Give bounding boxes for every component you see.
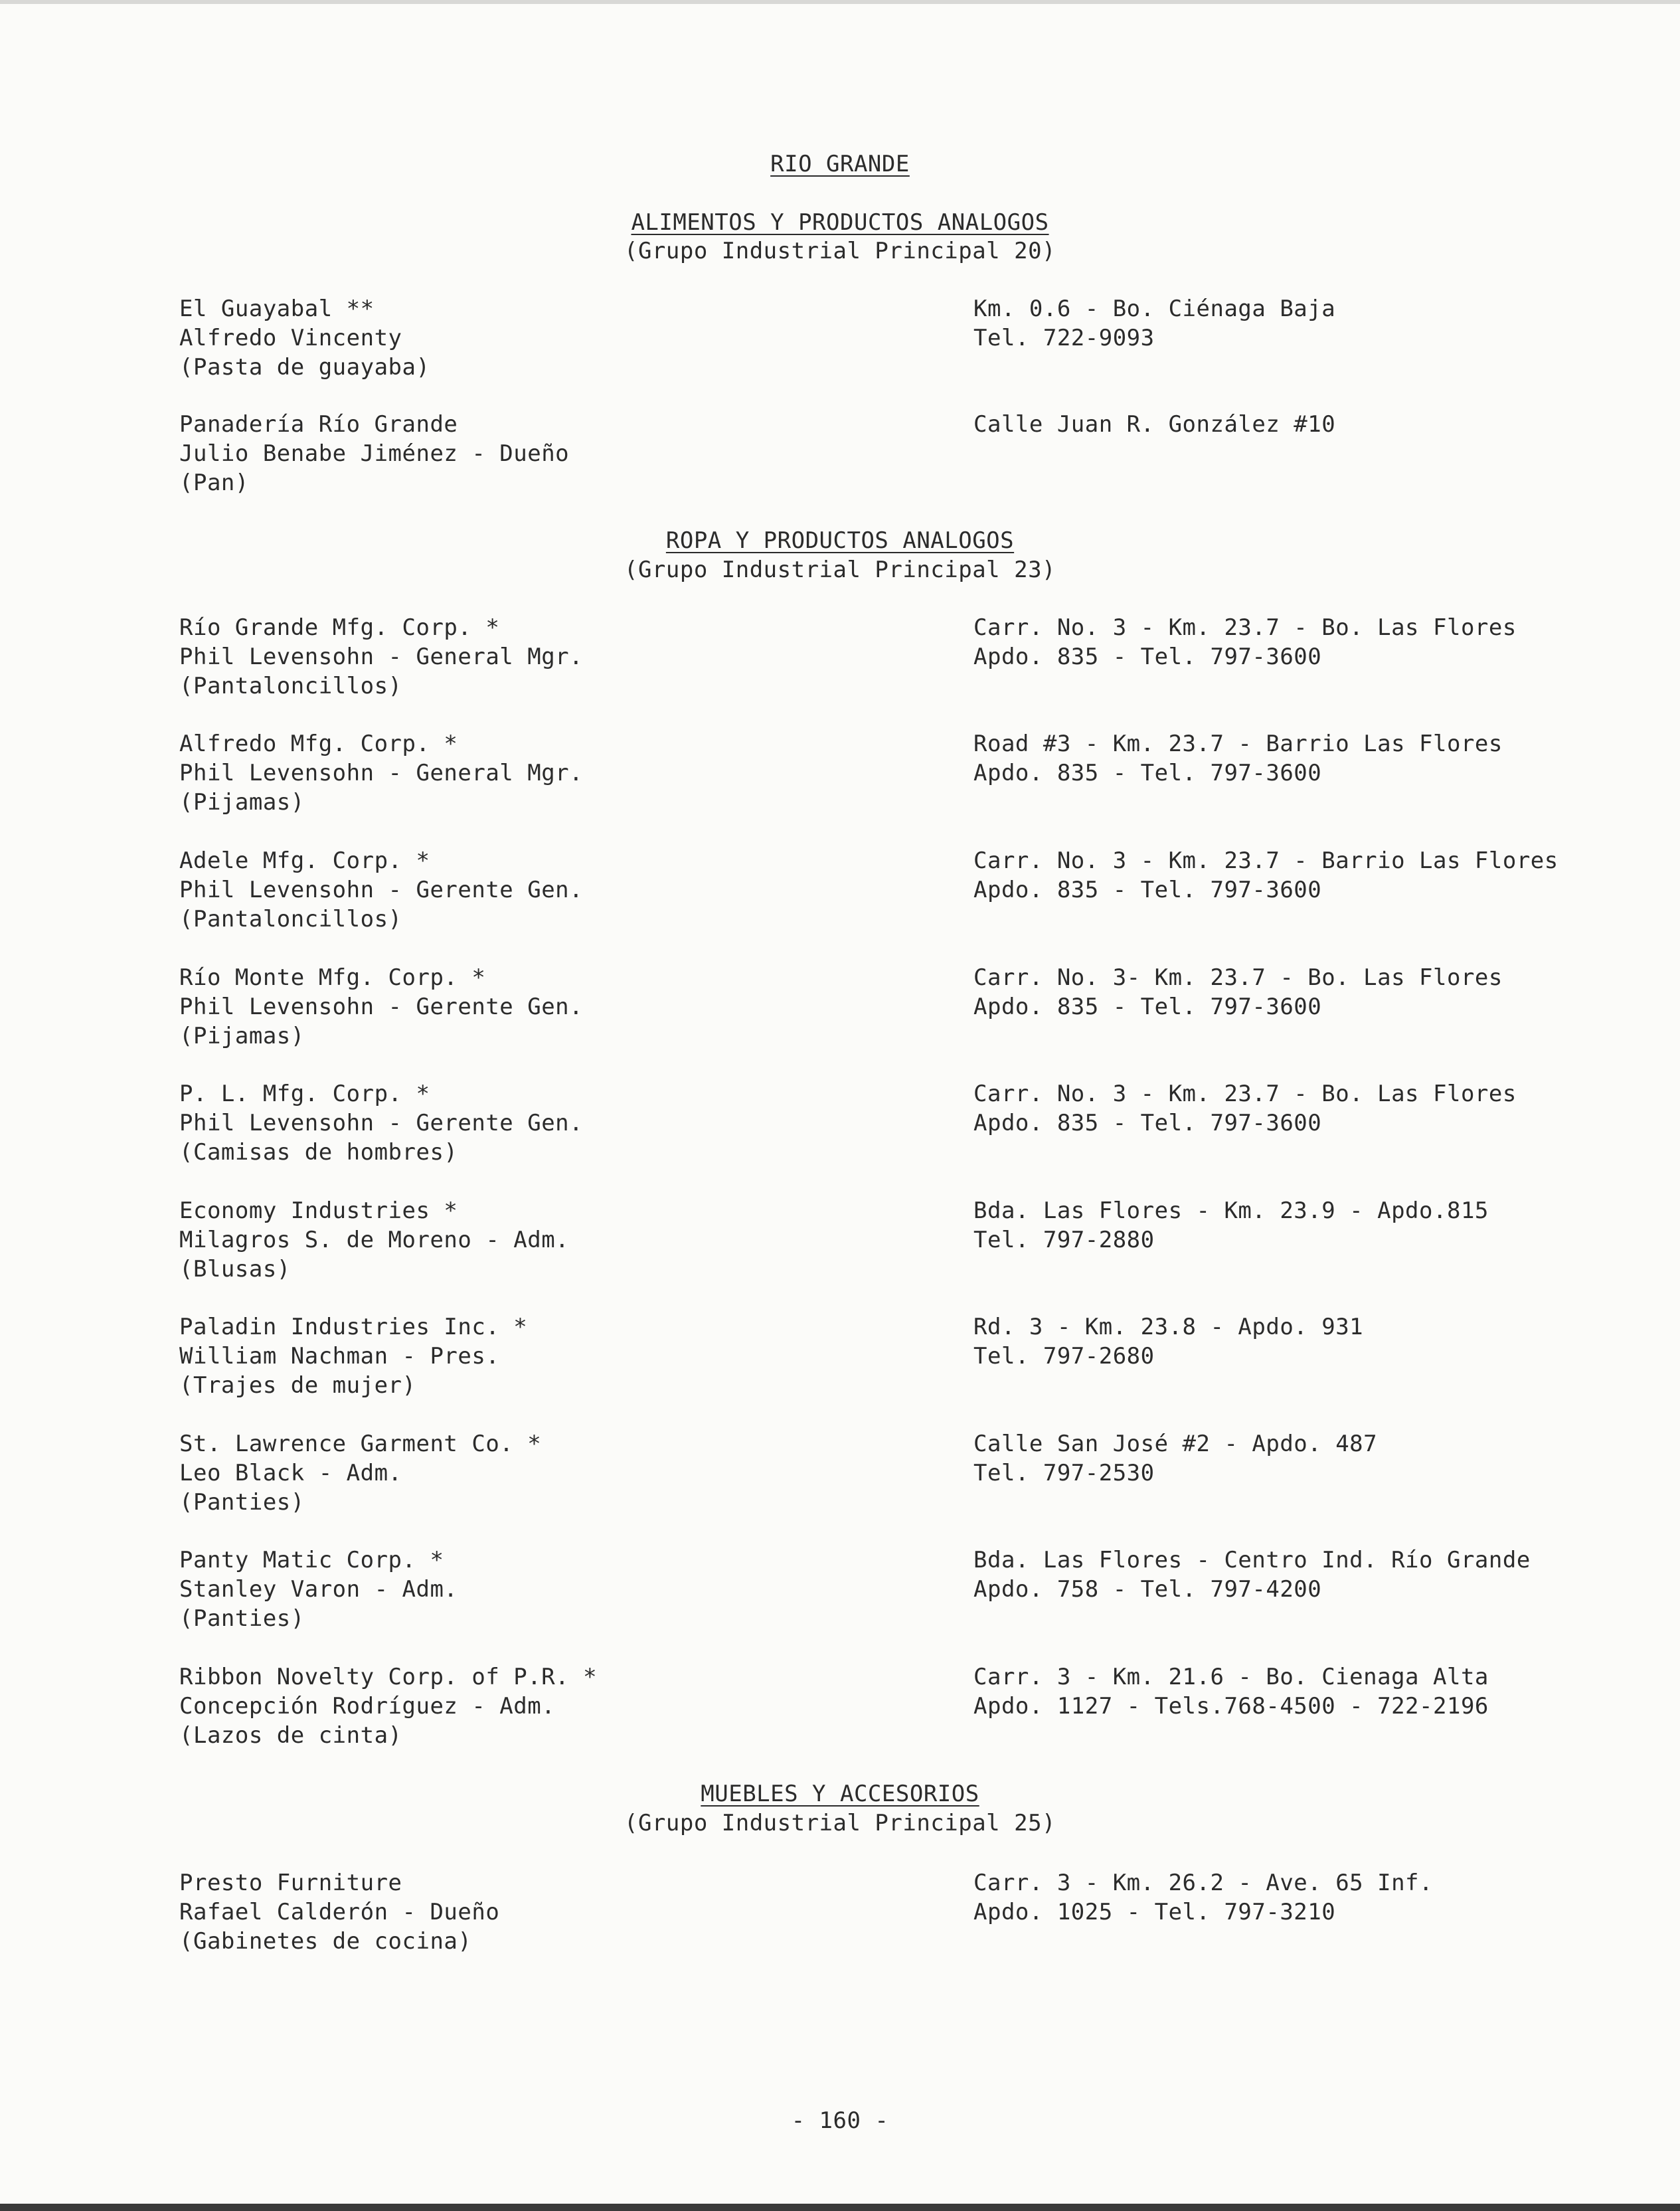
entry-name: Alfredo Mfg. Corp. *	[179, 731, 458, 757]
entry-address: Calle Juan R. González #10	[973, 411, 1336, 438]
entry-product: (Pijamas)	[179, 789, 305, 816]
entry-contact: Julio Benabe Jiménez - Dueño	[179, 440, 570, 467]
entry-contact: Phil Levensohn - Gerente Gen.	[179, 994, 584, 1020]
section-title-ropa: ROPA Y PRODUCTOS ANALOGOS	[665, 527, 1015, 554]
entry-phone: Tel. 797-2530	[973, 1460, 1155, 1486]
entry-product: (Blusas)	[179, 1256, 291, 1282]
entry-contact: Stanley Varon - Adm.	[179, 1576, 458, 1603]
entry-address: Carr. 3 - Km. 26.2 - Ave. 65 Inf.	[973, 1870, 1434, 1896]
entry-address: Carr. 3 - Km. 21.6 - Bo. Cienaga Alta	[973, 1664, 1489, 1690]
scan-top-edge	[0, 0, 1680, 4]
entry-product: (Pantaloncillos)	[179, 673, 402, 699]
entry-phone: Tel. 797-2880	[973, 1227, 1155, 1253]
entry-contact: William Nachman - Pres.	[179, 1343, 500, 1370]
entry-contact: Phil Levensohn - Gerente Gen.	[179, 877, 584, 903]
section-group-muebles: (Grupo Industrial Principal 25)	[624, 1810, 1056, 1836]
entry-name: Ribbon Novelty Corp. of P.R. *	[179, 1664, 598, 1690]
entry-phone: Tel. 722-9093	[973, 325, 1155, 351]
entry-name: Río Grande Mfg. Corp. *	[179, 614, 500, 641]
section-title-muebles: MUEBLES Y ACCESORIOS	[701, 1781, 979, 1807]
entry-address: Calle San José #2 - Apdo. 487	[973, 1431, 1378, 1457]
entry-name: Panadería Río Grande	[179, 411, 458, 438]
entry-contact: Alfredo Vincenty	[179, 325, 402, 351]
entry-address: Carr. No. 3 - Km. 23.7 - Bo. Las Flores	[973, 614, 1517, 641]
entry-product: (Trajes de mujer)	[179, 1372, 416, 1399]
entry-product: (Pantaloncillos)	[179, 906, 402, 932]
section-group-alimentos: (Grupo Industrial Principal 20)	[624, 238, 1056, 264]
entry-name: Paladin Industries Inc. *	[179, 1314, 528, 1340]
entry-name: P. L. Mfg. Corp. *	[179, 1081, 430, 1107]
entry-phone: Apdo. 835 - Tel. 797-3600	[973, 760, 1322, 786]
entry-phone: Apdo. 835 - Tel. 797-3600	[973, 644, 1322, 670]
entry-product: (Gabinetes de cocina)	[179, 1928, 472, 1955]
entry-contact: Phil Levensohn - General Mgr.	[179, 760, 584, 786]
entry-address: Bda. Las Flores - Km. 23.9 - Apdo.815	[973, 1197, 1489, 1224]
scan-bottom-edge	[0, 2204, 1680, 2211]
entry-product: (Pasta de guayaba)	[179, 354, 430, 381]
entry-contact: Phil Levensohn - General Mgr.	[179, 644, 584, 670]
entry-name: Presto Furniture	[179, 1870, 402, 1896]
entry-address: Carr. No. 3 - Km. 23.7 - Barrio Las Flores	[973, 847, 1558, 874]
entry-name: St. Lawrence Garment Co. *	[179, 1431, 542, 1457]
entry-address: Carr. No. 3 - Km. 23.7 - Bo. Las Flores	[973, 1081, 1517, 1107]
entry-name: Río Monte Mfg. Corp. *	[179, 964, 486, 991]
entry-phone: Apdo. 1025 - Tel. 797-3210	[973, 1899, 1336, 1925]
entry-contact: Concepción Rodríguez - Adm.	[179, 1693, 556, 1720]
entry-phone: Apdo. 835 - Tel. 797-3600	[973, 877, 1322, 903]
entry-address: Km. 0.6 - Bo. Ciénaga Baja	[973, 296, 1336, 322]
entry-address: Carr. No. 3- Km. 23.7 - Bo. Las Flores	[973, 964, 1503, 991]
entry-phone: Tel. 797-2680	[973, 1343, 1155, 1370]
entry-contact: Phil Levensohn - Gerente Gen.	[179, 1110, 584, 1136]
entry-phone: Apdo. 835 - Tel. 797-3600	[973, 994, 1322, 1020]
entry-phone: Apdo. 835 - Tel. 797-3600	[973, 1110, 1322, 1136]
entry-address: Road #3 - Km. 23.7 - Barrio Las Flores	[973, 731, 1503, 757]
entry-name: Panty Matic Corp. *	[179, 1547, 444, 1573]
entry-product: (Pan)	[179, 470, 249, 496]
entry-product: (Camisas de hombres)	[179, 1139, 458, 1166]
entry-product: (Lazos de cinta)	[179, 1722, 402, 1749]
entry-name: Economy Industries *	[179, 1197, 458, 1224]
entry-product: (Panties)	[179, 1489, 305, 1516]
entry-product: (Pijamas)	[179, 1023, 305, 1049]
entry-contact: Leo Black - Adm.	[179, 1460, 402, 1486]
entry-contact: Milagros S. de Moreno - Adm.	[179, 1227, 570, 1253]
entry-address: Rd. 3 - Km. 23.8 - Apdo. 931	[973, 1314, 1364, 1340]
page-number: - 160 -	[791, 2107, 889, 2134]
entry-name: El Guayabal **	[179, 296, 375, 322]
entry-contact: Rafael Calderón - Dueño	[179, 1899, 500, 1925]
entry-phone: Apdo. 1127 - Tels.768-4500 - 722-2196	[973, 1693, 1489, 1720]
entry-product: (Panties)	[179, 1605, 305, 1632]
entry-address: Bda. Las Flores - Centro Ind. Río Grande	[973, 1547, 1531, 1573]
entry-name: Adele Mfg. Corp. *	[179, 847, 430, 874]
section-title-alimentos: ALIMENTOS Y PRODUCTOS ANALOGOS	[631, 209, 1049, 236]
section-group-ropa: (Grupo Industrial Principal 23)	[624, 557, 1056, 583]
entry-phone: Apdo. 758 - Tel. 797-4200	[973, 1576, 1322, 1603]
town-heading: RIO GRANDE	[770, 151, 910, 177]
